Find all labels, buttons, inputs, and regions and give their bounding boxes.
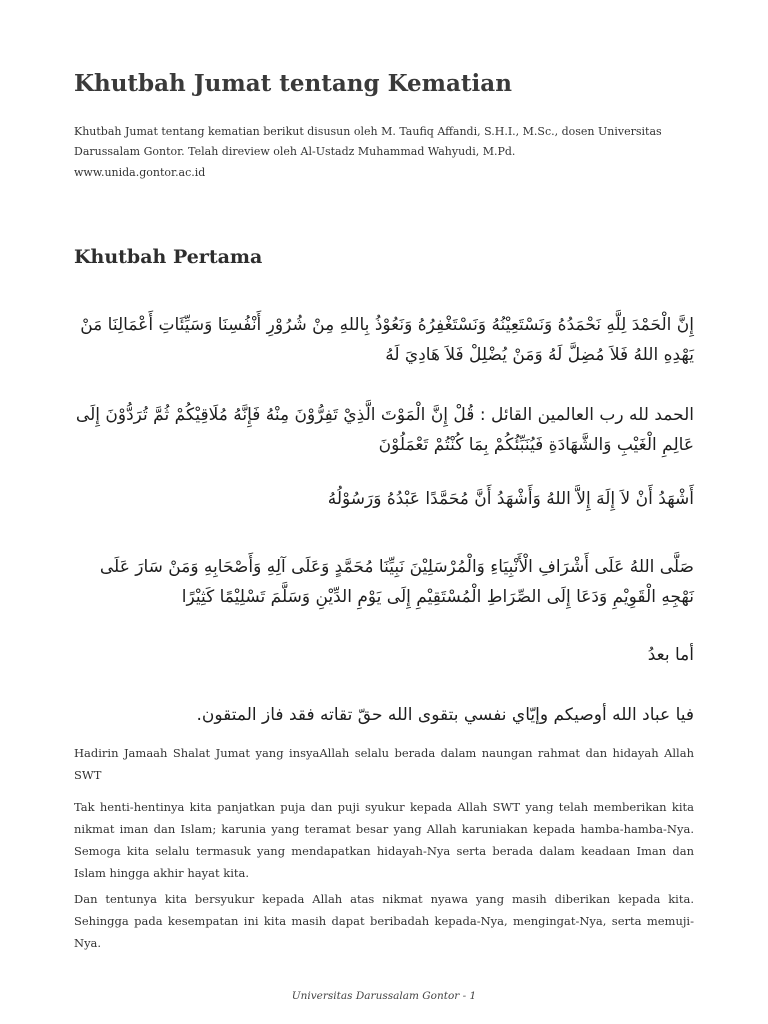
page-footer: Universitas Darussalam Gontor - 1 [291,990,477,1002]
arabic-amma-badu: أما بعدُ [647,645,694,665]
arabic-taqwa-wasiat: فيا عباد الله أوصيكم وإيّاي نفسي بتقوى الله حقّ تقاته فقد فاز المتقون. [196,705,694,725]
paragraph: Dan tentunya kita bersyukur kepada Allah atas nikmat nyawa yang masih diberikan kepada kita. Sehingga pada kesempatan ini kita masih dapat beribadah kepada-Nya, mengingat-Nya, serta memuji-Nya. [74,892,694,950]
arabic-salawat: صَلَّى اللهُ عَلَى أَشْرَافِ الْأَنْبِيَاءِ وَالْمُرْسَلِيْنَ نَبِيِّنَا مُحَمَّدٍ وَعَلَى آلِهِ وَأَصْحَابِهِ وَمَنْ سَارَ عَلَى نَهْجِهِ الْقَوِيْمِ وَدَعَا إِلَى الصِّرَاطِ الْمُسْتَقِيْمِ إِلَى يَوْمِ الدِّيْنِ وَسَلَّمَ تَسْلِيْمًا كَثِيْرًا [99,557,694,607]
arabic-shahada: أَشْهَدُ أَنْ لاَ إِلَهَ إِلاَّ اللهُ وَأَشْهَدُ أَنَّ مُحَمَّدًا عَبْدُهُ وَرَسُوْلُهُ [327,489,694,509]
paragraph: Tak henti-hentinya kita panjatkan puja dan puji syukur kepada Allah SWT yang telah memberikan kita nikmat iman dan Islam; karunia yang teramat besar yang Allah karuniakan kepada hamba-hamba-Nya. Semoga kita selalu termasuk yang mendapatkan hidayah-Nya serta berada dalam keadaan Iman dan Islam hingga akhir hayat kita. [74,800,694,880]
arabic-opening: إِنَّ الْحَمْدَ لِلَّهِ نَحْمَدُهُ وَنَسْتَعِيْنُهُ وَنَسْتَغْفِرُهُ وَنَعُوْذُ بِاللهِ مِنْ شُرُوْرِ أَنْفُسِنَا وَسَيِّئَاتِ أَعْمَالِنَا مَنْ يَهْدِهِ اللهُ فَلاَ مُضِلَّ لَهُ وَمَنْ يُضْلِلْ فَلاَ هَادِيَ لَهُ [80,315,694,365]
arabic-quran-verse: الحمد لله رب العالمين القائل : قُلْ إِنَّ الْمَوْتَ الَّذِيْ تَفِرُّوْنَ مِنْهُ فَإِنَّهُ مُلَاقِيْكُمْ ثُمَّ تُرَدُّوْنَ إِلَى عَالِمِ الْغَيْبِ وَالشَّهَادَةِ فَيُنَبِّئُكُمْ بِمَا كُنْتُمْ تَعْمَلُوْنَ [75,405,694,455]
source-url: www.unida.gontor.ac.id [74,166,206,179]
paragraph: Hadirin Jamaah Shalat Jumat yang insyaAllah selalu berada dalam naungan rahmat dan hidayah Allah SWT [74,746,694,782]
document-title: Khutbah Jumat tentang Kematian [74,70,512,97]
intro-text: Khutbah Jumat tentang kematian berikut disusun oleh M. Taufiq Affandi, S.H.I., M.Sc., dosen Universitas Darussalam Gontor. Telah direview oleh Al-Ustadz Muhammad Wahyudi, M.Pd. [74,125,662,158]
section-title: Khutbah Pertama [74,246,263,268]
